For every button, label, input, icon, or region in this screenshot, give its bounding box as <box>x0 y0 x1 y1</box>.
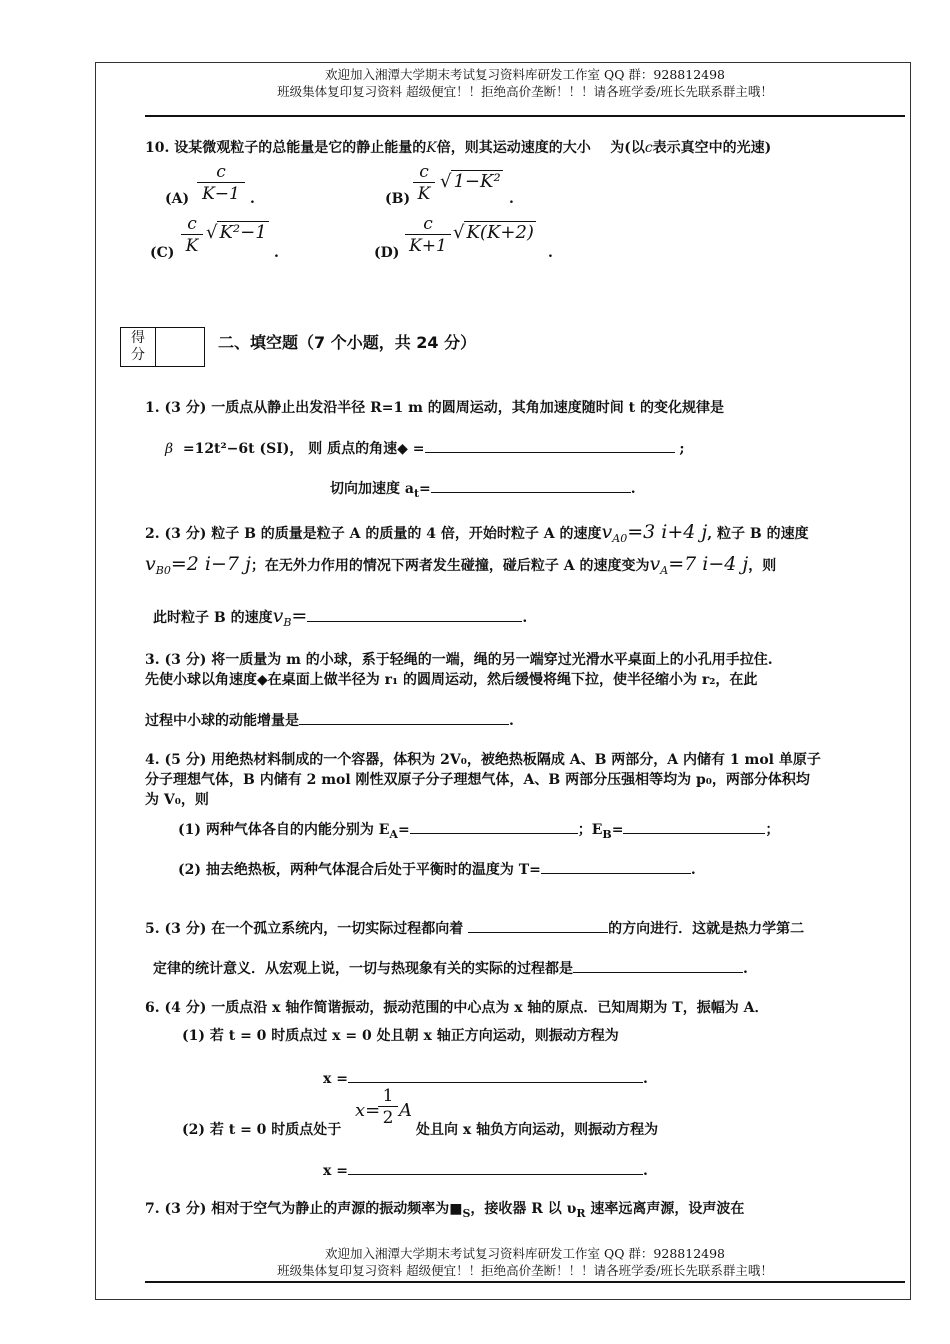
q3-line1: 3. (3 分) 将一质量为 m 的小球，系于轻绳的一端，绳的另一端穿过光滑水平桌面上的小孔用手拉住. <box>145 652 773 668</box>
q1-tangent: 切向加速度 $a_t=$ . <box>330 478 636 504</box>
q4-temperature-blank[interactable] <box>541 859 691 874</box>
q6-eq2-blank[interactable] <box>348 1160 643 1175</box>
q3-energy-blank[interactable] <box>299 710 509 725</box>
footer-line-1: 欢迎加入湘潭大学期末考试复习资料库研发工作室 QQ 群：928812498 <box>324 1246 726 1261</box>
q6-part1-answer: x = . <box>323 1068 648 1089</box>
q10-option-c-dot: . <box>274 245 279 261</box>
q10-option-d-dot: . <box>548 245 553 261</box>
q7-stem: 7. (3 分) 相对于空气为静止的声源的振动频率为$■_S$，接收器 R 以 $\upsilon_R$ 速率远离声源，设声波在 <box>145 1201 745 1220</box>
q1-tangential-accel-blank[interactable] <box>431 478 631 493</box>
q10-option-b-fraction: $\frac{c}{K}$ <box>413 162 435 205</box>
q4-ea-blank[interactable] <box>410 819 578 834</box>
q6-part2-a: (2) 若 t = 0 时质点处于 <box>182 1122 342 1138</box>
header-line-2: 班级集体复印复习资料 超级便宜！！拒绝高价垄断！！！请各班学委/班长先联系群主哦！ <box>277 84 773 99</box>
q3-line3: 过程中小球的动能增量是 . <box>145 710 514 731</box>
q10-option-d-fraction: $\frac{c}{K+1}$ <box>405 214 451 257</box>
q10-option-b-dot: . <box>509 191 514 207</box>
q10-option-a-dot: . <box>250 191 255 207</box>
q4-line1: 4. (5 分) 用绝热材料制成的一个容器，体积为 2V₀，被绝热板隔成 A、B 两部分，A 内储有 1 mol 单原子 <box>145 752 821 768</box>
q10-option-d-sqrt: √ K(K+2) <box>453 222 534 243</box>
q6-half-x: x= <box>355 1100 381 1121</box>
section2-title: 二、填空题（7 个小题，共 24 分） <box>218 333 477 352</box>
q5-process-blank[interactable] <box>573 958 743 973</box>
q1-stem: 1. (3 分) 一质点从静止出发沿半径 R=1 m 的圆周运动，其角加速度随时间 t 的变化规律是 <box>145 400 724 416</box>
q10-option-b-sqrt: √ 1−K² <box>440 171 501 192</box>
q4-part1: (1) 两种气体各自的内能分别为 $E_A=$ ；$E_B=$ ； <box>178 819 779 845</box>
q6-stem: 6. (4 分) 一质点沿 x 轴作简谐振动，振动范围的中心点为 x 轴的原点．已知周期为 T，振幅为 A． <box>145 1000 769 1016</box>
score-label: 得 分 <box>121 328 156 367</box>
q3-line2: 先使小球以角速度◆在桌面上做半径为 r₁ 的圆周运动，然后缓慢将绳下拉，使半径缩小为 r₂，在此 <box>145 672 758 688</box>
beta-symbol: β <box>165 441 174 457</box>
q10-option-b-label: (B) <box>385 191 411 207</box>
q6-eq1-blank[interactable] <box>348 1068 643 1083</box>
q2-line1: 2. (3 分) 粒子 B 的质量是粒子 A 的质量的 4 倍，开始时粒子 A 的速度$v_{A0}=3$ i+4 j, 粒子 B 的速度 <box>145 521 809 545</box>
q2-vb-blank[interactable] <box>307 607 522 622</box>
q1-formula: β =12t²−6t (SI)， 则 质点的角速◆ = ; <box>165 438 685 459</box>
q10-option-d-label: (D) <box>374 245 400 261</box>
q10-option-a-fraction: $\frac{c}{K-1}$ <box>197 162 245 205</box>
q6-part1: (1) 若 t = 0 时质点过 x = 0 处且朝 x 轴正方向运动，则振动方程为 <box>182 1028 619 1044</box>
q4-line2: 分子理想气体，B 内储有 2 mol 刚性双原子分子理想气体，A、B 两部分压强相等均为 p₀，两部分体积均 <box>145 772 810 788</box>
q10-option-a-label: (A) <box>165 191 190 207</box>
q10-option-c-label: (C) <box>150 245 175 261</box>
q10-stem: 10. 设某微观粒子的总能量是它的静止能量的K倍，则其运动速度的大小 为(以c表示真空中的光速) <box>145 140 772 156</box>
q2-line3: 此时粒子 B 的速度$v_B=$ . <box>153 605 528 629</box>
q6-part2-b: 处且向 x 轴负方向运动，则振动方程为 <box>416 1122 659 1138</box>
q4-line3: 为 V₀，则 <box>145 792 209 808</box>
footer-line-2: 班级集体复印复习资料 超级便宜！！拒绝高价垄断！！！请各班学委/班长先联系群主哦！ <box>277 1263 773 1278</box>
q6-half-fraction: $\frac{1}{2}$ <box>378 1086 398 1129</box>
header-rule <box>145 115 905 117</box>
q10-option-c-sqrt: √ K²−1 <box>206 222 267 243</box>
q2-line2: $v_{B0}=2$ i−7 j；在无外力作用的情况下两者发生碰撞，碰后粒子 A 的速度变为$v_A=7$ i−4 j，则 <box>145 553 777 577</box>
q10-option-c-fraction: $\frac{c}{K}$ <box>181 214 203 257</box>
score-box <box>120 327 205 367</box>
footer-rule <box>145 1281 905 1283</box>
q6-half-a: A <box>399 1100 412 1121</box>
q4-part2: (2) 抽去绝热板，两种气体混合后处于平衡时的温度为 T= . <box>178 859 696 880</box>
q5-line1: 5. (3 分) 在一个孤立系统内，一切实际过程都向着 的方向进行．这就是热力学第二 <box>145 918 804 939</box>
q6-part2-answer: x = . <box>323 1160 648 1181</box>
q1-angular-velocity-blank[interactable] <box>425 438 675 453</box>
score-value-cell[interactable] <box>156 328 205 367</box>
nu-symbol: ■ <box>449 1201 463 1217</box>
q4-eb-blank[interactable] <box>623 819 765 834</box>
header-line-1: 欢迎加入湘潭大学期末考试复习资料库研发工作室 QQ 群：928812498 <box>324 67 726 82</box>
q5-direction-blank[interactable] <box>468 918 608 933</box>
q5-line2: 定律的统计意义．从宏观上说，一切与热现象有关的实际的过程都是 . <box>153 958 748 979</box>
